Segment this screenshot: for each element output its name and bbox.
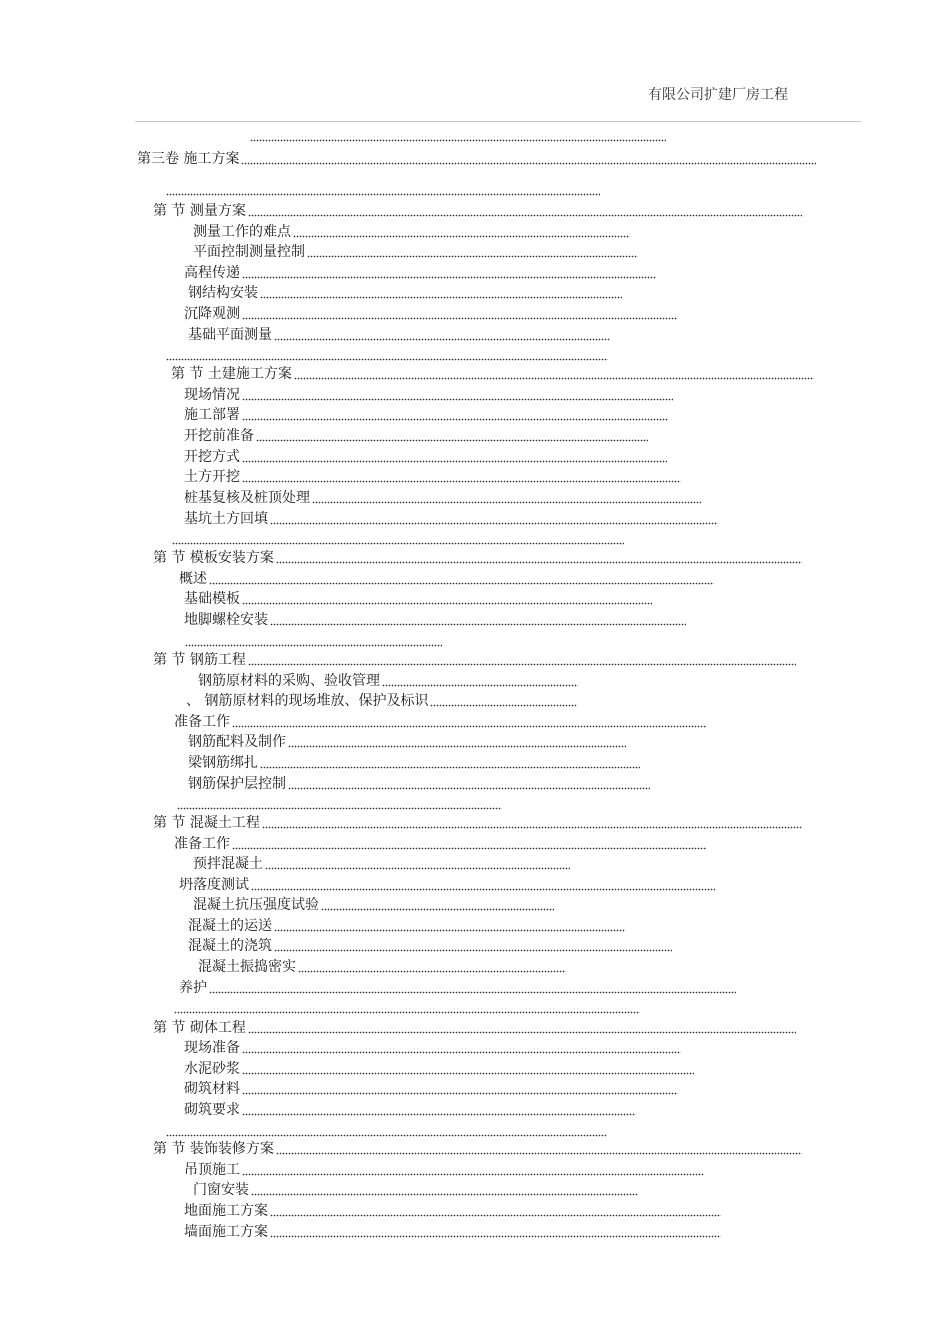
- toc-dot-leader: [430, 691, 577, 711]
- toc-dot-leader: [298, 957, 566, 977]
- toc-entry: [184, 1160, 704, 1180]
- toc-entry-label: 第 节 土建施工方案: [171, 366, 292, 382]
- toc-dot-leader: [256, 426, 648, 446]
- toc-dot-leader: [276, 548, 802, 568]
- toc-entry: [186, 691, 577, 711]
- toc-dot-leader: [232, 834, 707, 854]
- toc-entry-label: 吊顶施工: [184, 1162, 240, 1178]
- toc-dot-leader: [262, 813, 802, 833]
- toc-dot-leader: [270, 1201, 721, 1221]
- toc-entry: [198, 957, 566, 977]
- toc-entry: [184, 385, 673, 405]
- toc-entry: [184, 1059, 694, 1079]
- toc-entry-label: 沉降观测: [184, 306, 240, 322]
- toc-dot-leader: [270, 509, 718, 529]
- toc-dot-leader: [242, 405, 668, 425]
- toc-dot-leader: [260, 753, 640, 773]
- toc-entry-label: 钢筋保护层控制: [188, 776, 286, 792]
- toc-dot-leader: [242, 1100, 636, 1120]
- toc-entry-label: 第 节 模板安装方案: [153, 550, 274, 566]
- toc-entry: [179, 875, 715, 895]
- toc-entry: [171, 364, 814, 384]
- toc-dot-leader: [172, 529, 624, 549]
- toc-entry: [198, 671, 578, 691]
- toc-dot-leader: [242, 1160, 704, 1180]
- toc-entry: [153, 201, 802, 221]
- toc-dot-leader: [382, 671, 578, 691]
- toc-entry-label: 钢结构安装: [188, 285, 258, 301]
- toc-dot-leader: [232, 712, 707, 732]
- toc-entry: [179, 569, 714, 589]
- toc-dot-leader: [242, 304, 678, 324]
- toc-dot-leader: [307, 242, 638, 262]
- toc-dot-leader: [166, 1121, 607, 1141]
- toc-dot-leader: [288, 774, 650, 794]
- toc-dot-leader: [274, 936, 672, 956]
- toc-entry: [153, 1018, 796, 1038]
- toc-dot-leader: [294, 364, 814, 384]
- toc-dot-leader: [242, 1038, 681, 1058]
- toc-entry: [153, 548, 802, 568]
- toc-entry-label: 第 节 测量方案: [153, 203, 246, 219]
- toc-dot-leader: [241, 149, 816, 169]
- toc-entry: [184, 1079, 678, 1099]
- toc-entry: [184, 304, 678, 324]
- toc-dot-leader: [248, 1018, 796, 1038]
- toc-entry: [184, 405, 668, 425]
- toc-entry-label: 坍落度测试: [179, 877, 249, 893]
- toc-entry-label: 准备工作: [174, 714, 230, 730]
- toc-dot-leader: [166, 345, 608, 365]
- toc-entry-label: 基坑土方回填: [184, 511, 268, 527]
- page-header: 有限公司扩建厂房工程: [648, 87, 788, 103]
- toc-entry-label: 准备工作: [174, 836, 230, 852]
- toc-entry: [193, 1180, 638, 1200]
- toc-entry-label: 钢筋配料及制作: [188, 734, 286, 750]
- toc-entry-label: 概述: [179, 571, 207, 587]
- toc-entry: [248, 126, 666, 146]
- toc-entry: [184, 467, 681, 487]
- toc-entry: [188, 916, 625, 936]
- toc-entry-label: 基础平面测量: [188, 327, 272, 343]
- toc-entry: [184, 1222, 721, 1242]
- toc-dot-leader: [312, 488, 701, 508]
- toc-entry: [188, 753, 640, 773]
- toc-dot-leader: [274, 325, 610, 345]
- toc-entry-label: 预拌混凝土: [193, 856, 263, 872]
- toc-entry: [153, 813, 802, 833]
- toc-entry-label: 混凝土的浇筑: [188, 938, 272, 954]
- toc-entry: [164, 180, 600, 200]
- toc-entry: [184, 447, 667, 467]
- toc-entry-label: 第 节 砌体工程: [153, 1020, 246, 1036]
- toc-entry: [184, 509, 718, 529]
- toc-dot-leader: [209, 569, 714, 589]
- toc-entry-label: 地脚螺栓安装: [184, 612, 268, 628]
- toc-entry: [193, 854, 570, 874]
- toc-dot-leader: [288, 732, 626, 752]
- toc-dot-leader: [242, 385, 673, 405]
- toc-dot-leader: [174, 998, 640, 1018]
- toc-entry: [184, 610, 686, 630]
- toc-entry: [175, 794, 502, 814]
- toc-entry: [188, 283, 622, 303]
- toc-entry-label: 测量工作的难点: [193, 224, 291, 240]
- toc-entry-label: 钢筋原材料的采购、验收管理: [198, 673, 380, 689]
- toc-entry-label: 第 节 钢筋工程: [153, 652, 246, 668]
- toc-entry-label: 混凝土的运送: [188, 918, 272, 934]
- toc-entry: [193, 242, 638, 262]
- toc-entry-label: 门窗安装: [193, 1182, 249, 1198]
- toc-entry: [193, 895, 554, 915]
- toc-dot-leader: [248, 201, 802, 221]
- toc-dot-leader: [250, 126, 666, 146]
- toc-entry: [172, 998, 640, 1018]
- toc-entry-label: 砌筑材料: [184, 1081, 240, 1097]
- toc-dot-leader: [251, 1180, 638, 1200]
- toc-entry-label: 基础模板: [184, 591, 240, 607]
- toc-entry-label: 桩基复核及桩顶处理: [184, 490, 310, 506]
- toc-dot-leader: [270, 610, 686, 630]
- toc-entry-label: 平面控制测量控制: [193, 244, 305, 260]
- toc-entry-label: 墙面施工方案: [184, 1224, 268, 1240]
- toc-dot-leader: [242, 1079, 678, 1099]
- toc-dot-leader: [270, 1222, 721, 1242]
- toc-entry: [188, 325, 610, 345]
- toc-entry: [184, 263, 656, 283]
- toc-entry: [137, 149, 816, 169]
- toc-entry-label: 第 节 混凝土工程: [153, 815, 260, 831]
- toc-entry-label: 地面施工方案: [184, 1203, 268, 1219]
- toc-entry: [183, 631, 442, 651]
- toc-entry-label: 砌筑要求: [184, 1102, 240, 1118]
- toc-entry: [184, 1201, 721, 1221]
- toc-entry: [184, 488, 701, 508]
- toc-entry: [184, 1038, 681, 1058]
- toc-entry: [164, 1121, 607, 1141]
- toc-entry-label: 混凝土振捣密实: [198, 959, 296, 975]
- toc-entry-label: 第 节 装饰装修方案: [153, 1141, 274, 1157]
- toc-entry-label: 、 钢筋原材料的现场堆放、保护及标识: [186, 693, 429, 709]
- toc-entry: [188, 732, 626, 752]
- toc-entry-label: 高程传递: [184, 265, 240, 281]
- toc-dot-leader: [276, 1139, 802, 1159]
- toc-entry: [184, 1100, 636, 1120]
- toc-entry-label: 混凝土抗压强度试验: [193, 897, 319, 913]
- toc-entry: [164, 345, 608, 365]
- toc-entry-label: 第三卷 施工方案: [137, 151, 240, 167]
- toc-entry: [153, 650, 796, 670]
- toc-dot-leader: [185, 631, 442, 651]
- toc-dot-leader: [248, 650, 796, 670]
- toc-entry: [170, 529, 624, 549]
- toc-dot-leader: [242, 447, 667, 467]
- toc-entry: [193, 222, 630, 242]
- toc-dot-leader: [242, 1059, 694, 1079]
- toc-dot-leader: [242, 263, 656, 283]
- toc-entry-label: 水泥砂浆: [184, 1061, 240, 1077]
- toc-dot-leader: [274, 916, 625, 936]
- toc-entry: [174, 834, 707, 854]
- toc-entry: [153, 1139, 802, 1159]
- toc-entry: [174, 712, 707, 732]
- toc-entry: [184, 426, 648, 446]
- toc-entry-label: 开挖前准备: [184, 428, 254, 444]
- toc-dot-leader: [209, 978, 736, 998]
- toc-dot-leader: [177, 794, 502, 814]
- toc-dot-leader: [166, 180, 600, 200]
- toc-entry: [184, 589, 652, 609]
- toc-entry: [179, 978, 736, 998]
- toc-dot-leader: [242, 467, 681, 487]
- toc-dot-leader: [265, 854, 570, 874]
- toc-entry-label: 养护: [179, 980, 207, 996]
- toc-dot-leader: [242, 589, 652, 609]
- toc-dot-leader: [321, 895, 554, 915]
- toc-dot-leader: [251, 875, 715, 895]
- toc-entry-label: 施工部署: [184, 407, 240, 423]
- toc-entry: [188, 774, 650, 794]
- toc-dot-leader: [293, 222, 630, 242]
- toc-entry-label: 现场情况: [184, 387, 240, 403]
- toc-entry-label: 现场准备: [184, 1040, 240, 1056]
- toc-dot-leader: [260, 283, 622, 303]
- toc-entry: [188, 936, 672, 956]
- toc-entry-label: 梁钢筋绑扎: [188, 755, 258, 771]
- toc-entry-label: 开挖方式: [184, 449, 240, 465]
- toc-entry-label: 土方开挖: [184, 469, 240, 485]
